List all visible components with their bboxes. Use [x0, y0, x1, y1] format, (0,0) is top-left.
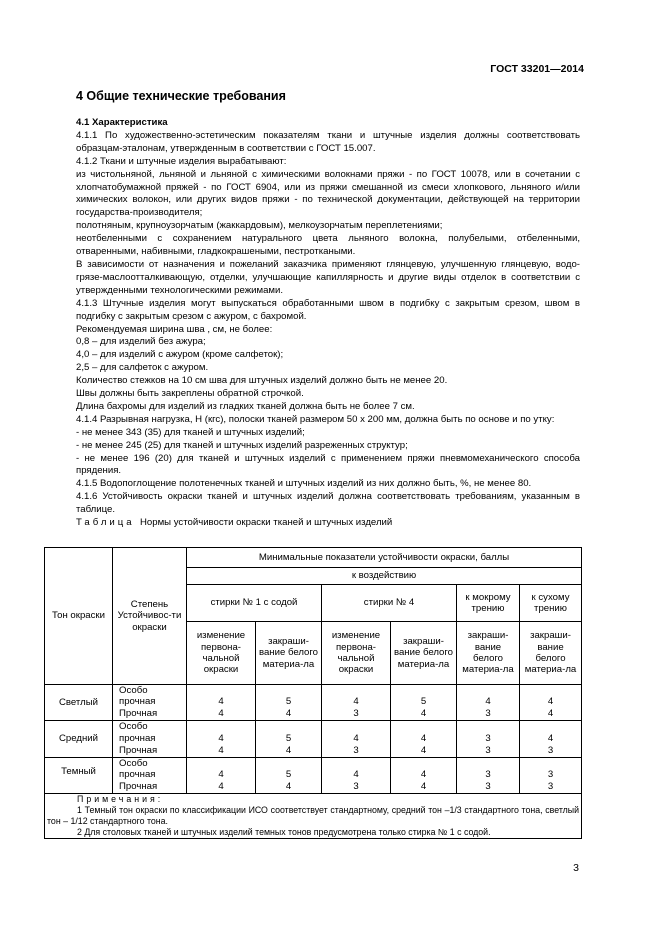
table-cell: 3	[520, 744, 582, 757]
table-cell: 3	[457, 708, 520, 721]
paragraph-weave: полотняным, крупноузорчатым (жаккардовым), мелкоузорчатым переплетениями;	[76, 220, 443, 232]
header-tone: Тон окраски	[45, 548, 113, 685]
table-cell: 4	[457, 685, 520, 708]
degree-label: Прочная	[113, 744, 187, 757]
degree-label: Особо прочная	[113, 721, 187, 744]
table-cell: 5	[256, 685, 322, 708]
subsection-title: 4.1 Характеристика	[76, 117, 168, 128]
table-cell: 4	[322, 685, 391, 708]
standard-number: ГОСТ 33201—2014	[490, 63, 584, 75]
paragraph-finish: В зависимости от назначения и пожеланий заказчика применяют глянцевую, улучшенную глянцевую, водо-грязе-маслоотталкивающую, отделки, улучшающие капиллярность и другие виды отделок в соответствии с утвержденными технологическими режимами.	[76, 258, 580, 296]
header-wash-soda: стирки № 1 с содой	[187, 585, 322, 622]
table-cell: 3	[322, 744, 391, 757]
paragraph-4-1-1: 4.1.1 По художественно-эстетическим показателям ткани и штучные изделия должны соответствовать образцам-эталонам, утвержденным в соответствии с ГОСТ 15.007.	[76, 129, 580, 154]
table-cell: 5	[256, 757, 322, 780]
header-degree: Степень Устойчивос-ти окраски	[113, 548, 187, 685]
paragraph-fringe: Длина бахромы для изделий из гладких тканей должна быть не более 7 см.	[76, 400, 415, 412]
tone-light: Светлый	[45, 685, 113, 721]
table-caption-word: Таблица	[76, 517, 135, 529]
paragraph-4-1-6: 4.1.6 Устойчивость окраски тканей и штучных изделий должна соответствовать требованиям, указанным в таблице.	[76, 491, 580, 516]
paragraph-4-1-3: 4.1.3 Штучные изделия могут выпускаться обработанными швом в подгибку с закрытым срезом, швом в подгибку с закрытым срезом с ажуром, с бахромой.	[76, 297, 580, 322]
paragraph-4-1-4: 4.1.4 Разрывная нагрузка, Н (кгс), полоски тканей размером 50 х 200 мм, должна быть по основе и по утку:	[76, 413, 555, 425]
table-cell: 4	[187, 744, 256, 757]
table-cell: 4	[391, 780, 457, 793]
table-cell: 3	[457, 780, 520, 793]
page-number: 3	[573, 862, 579, 874]
note-1: 1 Темный тон окраски по классификации ИСО соответствует стандартному, средний тон –1/3 стандартного тона, светлый тон – 1/12 стандартного тона.	[47, 804, 580, 826]
degree-label: Особо прочная	[113, 685, 187, 708]
table-cell: 4	[256, 744, 322, 757]
table-cell: 4	[391, 721, 457, 744]
header-impact: к воздействию	[187, 568, 582, 585]
table-cell: 5	[256, 721, 322, 744]
table-cell: 4	[187, 721, 256, 744]
paragraph-backstitch: Швы должны быть закреплены обратной строчкой.	[76, 388, 304, 400]
degree-label: Прочная	[113, 708, 187, 721]
header-min-indicators: Минимальные показатели устойчивости окраски, баллы	[187, 548, 582, 568]
list-item: - не менее 196 (20) для тканей и штучных изделий с применением пряжи пневмомеханического способа прядения.	[76, 452, 580, 477]
paragraph-stitches: Количество стежков на 10 см шва для штучных изделий должно быть не менее 20.	[76, 375, 448, 387]
list-item: 0,8 – для изделий без ажура;	[76, 336, 206, 348]
table-cell: 4	[391, 708, 457, 721]
paragraph-4-1-2: 4.1.2 Ткани и штучные изделия вырабатывают:	[76, 155, 287, 167]
notes-title: Примечания:	[77, 793, 164, 804]
table-cell: 4	[322, 757, 391, 780]
list-item: - не менее 343 (35) для тканей и штучных изделий;	[76, 426, 305, 438]
table-cell: 4	[520, 708, 582, 721]
table-cell: 4	[187, 685, 256, 708]
table-cell: 4	[256, 780, 322, 793]
table-notes	[45, 793, 582, 838]
paragraph-bleach: неотбеленными с сохранением натурального цвета льняного волокна, полубелыми, отбеленными, отваренными, набивными, гладкокрашеными, пестроткаными.	[76, 233, 580, 258]
table-cell: 4	[391, 757, 457, 780]
header-dry-rub: к сухому трению	[520, 585, 582, 622]
table-cell: 4	[187, 780, 256, 793]
header-stain: закраши-вание белого материа-ла	[391, 622, 457, 685]
degree-label: Особо прочная	[113, 757, 187, 780]
table-cell: 3	[520, 757, 582, 780]
colorfastness-table	[44, 547, 582, 839]
header-stain: закраши-вание белого материа-ла	[457, 622, 520, 685]
paragraph-yarn: из чистольняной, льняной и льняной с химическими волокнами пряжи - по ГОСТ 10078, или в сочетании с хлопчатобумажной пряжей - по ГОСТ 6904, или из пряжи смешанной из смеси хлопкового, льняного и/или химических волокон, или других видов пряжи - по технической документации, действующей на территории государства-производителя;	[76, 168, 580, 219]
table-cell: 3	[457, 721, 520, 744]
table-cell: 4	[391, 744, 457, 757]
header-change: изменение первона-чальной окраски	[322, 622, 391, 685]
table-cell: 4	[520, 721, 582, 744]
header-stain: закраши-вание белого материа-ла	[520, 622, 582, 685]
table-cell: 3	[322, 780, 391, 793]
tone-medium: Средний	[45, 721, 113, 757]
table-caption-text: Нормы устойчивости окраски тканей и штучных изделий	[139, 517, 393, 529]
paragraph-4-1-5: 4.1.5 Водопоглощение полотенечных тканей и штучных изделий из них должно быть, %, не менее 80.	[76, 478, 532, 490]
table-cell: 4	[520, 685, 582, 708]
table-caption	[76, 517, 580, 530]
list-item: 2,5 – для салфеток с ажуром.	[76, 362, 209, 374]
table-cell: 5	[391, 685, 457, 708]
list-item: 4,0 – для изделий с ажуром (кроме салфеток);	[76, 349, 284, 361]
header-change: изменение первона-чальной окраски	[187, 622, 256, 685]
table-cell: 3	[457, 757, 520, 780]
tone-dark: Темный	[45, 757, 113, 793]
header-wet-rub: к мокрому трению	[457, 585, 520, 622]
table-cell: 3	[520, 780, 582, 793]
table-cell: 4	[256, 708, 322, 721]
note-2: 2 Для столовых тканей и штучных изделий темных тонов предусмотрена только стирка № 1 с содой.	[77, 826, 491, 837]
table-cell: 4	[322, 721, 391, 744]
section-title: 4 Общие технические требования	[76, 89, 286, 103]
header-stain: закраши-вание белого материа-ла	[256, 622, 322, 685]
degree-label: Прочная	[113, 780, 187, 793]
table-cell: 4	[187, 757, 256, 780]
table-cell: 3	[457, 744, 520, 757]
header-wash-4: стирки № 4	[322, 585, 457, 622]
paragraph-seam-width: Рекомендуемая ширина шва , см, не более:	[76, 323, 273, 335]
body-text	[76, 117, 580, 530]
table-cell: 4	[187, 708, 256, 721]
table-cell: 3	[322, 708, 391, 721]
list-item: - не менее 245 (25) для тканей и штучных изделий разреженных структур;	[76, 439, 408, 451]
